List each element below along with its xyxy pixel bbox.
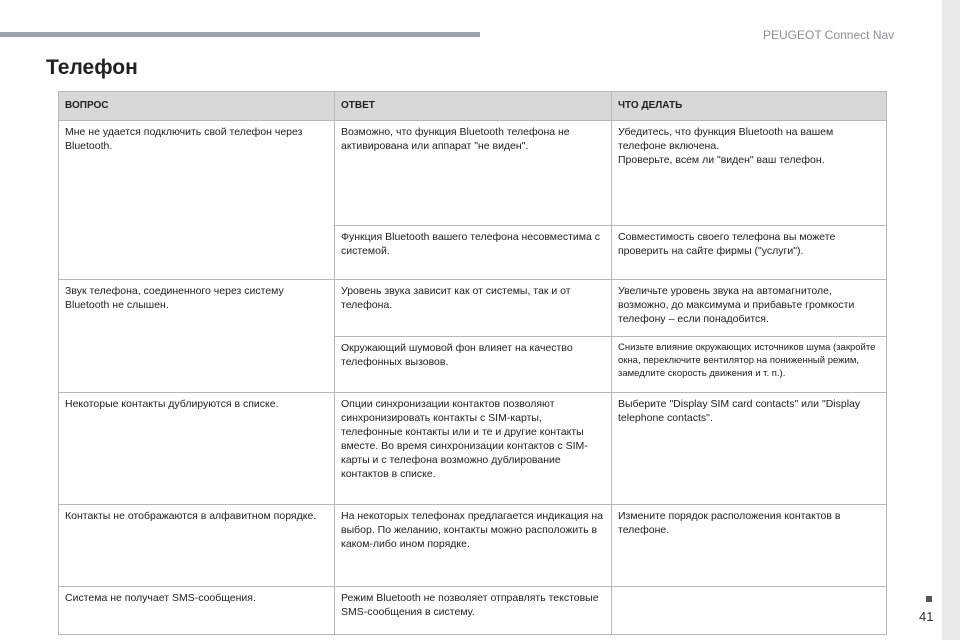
answer-cell: Возможно, что функция Bluetooth телефона не активирована или аппарат "не виден". <box>335 121 612 226</box>
action-cell: Снизьте влияние окружающих источников шума (закройте окна, переключите вентилятор на пониженный режим, замедлите скорость движения и т. п.). <box>612 337 887 393</box>
table-row <box>59 587 887 635</box>
answer-cell: На некоторых телефонах предлагается индикация на выбор. По желанию, контакты можно расположить в каком-либо ином порядке. <box>335 505 612 587</box>
question-cell: Некоторые контакты дублируются в списке. <box>59 393 335 505</box>
action-cell: Увеличьте уровень звука на автомагнитоле, возможно, до максимума и прибавьте громкости телефону – если понадобится. <box>612 280 887 337</box>
action-cell <box>612 587 887 635</box>
troubleshooting-table <box>58 91 887 635</box>
table-row <box>59 121 887 226</box>
question-cell: Система не получает SMS-сообщения. <box>59 587 335 635</box>
answer-cell: Функция Bluetooth вашего телефона несовместима с системой. <box>335 226 612 280</box>
question-cell: Звук телефона, соединенного через систему Bluetooth не слышен. <box>59 280 335 393</box>
header-rule <box>0 32 480 37</box>
action-cell: Совместимость своего телефона вы можете проверить на сайте фирмы ("услуги"). <box>612 226 887 280</box>
header-action: ЧТО ДЕЛАТЬ <box>612 92 887 121</box>
action-cell: Выберите "Display SIM card contacts" или "Display telephone contacts". <box>612 393 887 505</box>
table-row <box>59 280 887 337</box>
section-marker <box>926 596 932 602</box>
header-answer: ОТВЕТ <box>335 92 612 121</box>
answer-cell: Уровень звука зависит как от системы, так и от телефона. <box>335 280 612 337</box>
side-strip <box>942 0 960 640</box>
page-title: Телефон <box>46 56 138 79</box>
answer-cell: Опции синхронизации контактов позволяют синхронизировать контакты с SIM-карты, телефонные контакты или и те и другие контакты вместе. Во время синхронизации контактов с SIM-карты и с телефона возможно дублирование контактов в списке. <box>335 393 612 505</box>
table-row <box>59 393 887 505</box>
answer-cell: Окружающий шумовой фон влияет на качество телефонных вызовов. <box>335 337 612 393</box>
page-number: 41 <box>919 609 934 624</box>
table-header-row <box>59 92 887 121</box>
answer-cell: Режим Bluetooth не позволяет отправлять текстовые SMS-сообщения в систему. <box>335 587 612 635</box>
table-row <box>59 505 887 587</box>
header-brand: PEUGEOT Connect Nav <box>763 28 895 42</box>
action-cell: Убедитесь, что функция Bluetooth на вашем телефоне включена. Проверьте, всем ли "виден" ваш телефон. <box>612 121 887 226</box>
question-cell: Контакты не отображаются в алфавитном порядке. <box>59 505 335 587</box>
header-question: ВОПРОС <box>59 92 335 121</box>
question-cell: Мне не удается подключить свой телефон через Bluetooth. <box>59 121 335 280</box>
action-cell: Измените порядок расположения контактов в телефоне. <box>612 505 887 587</box>
